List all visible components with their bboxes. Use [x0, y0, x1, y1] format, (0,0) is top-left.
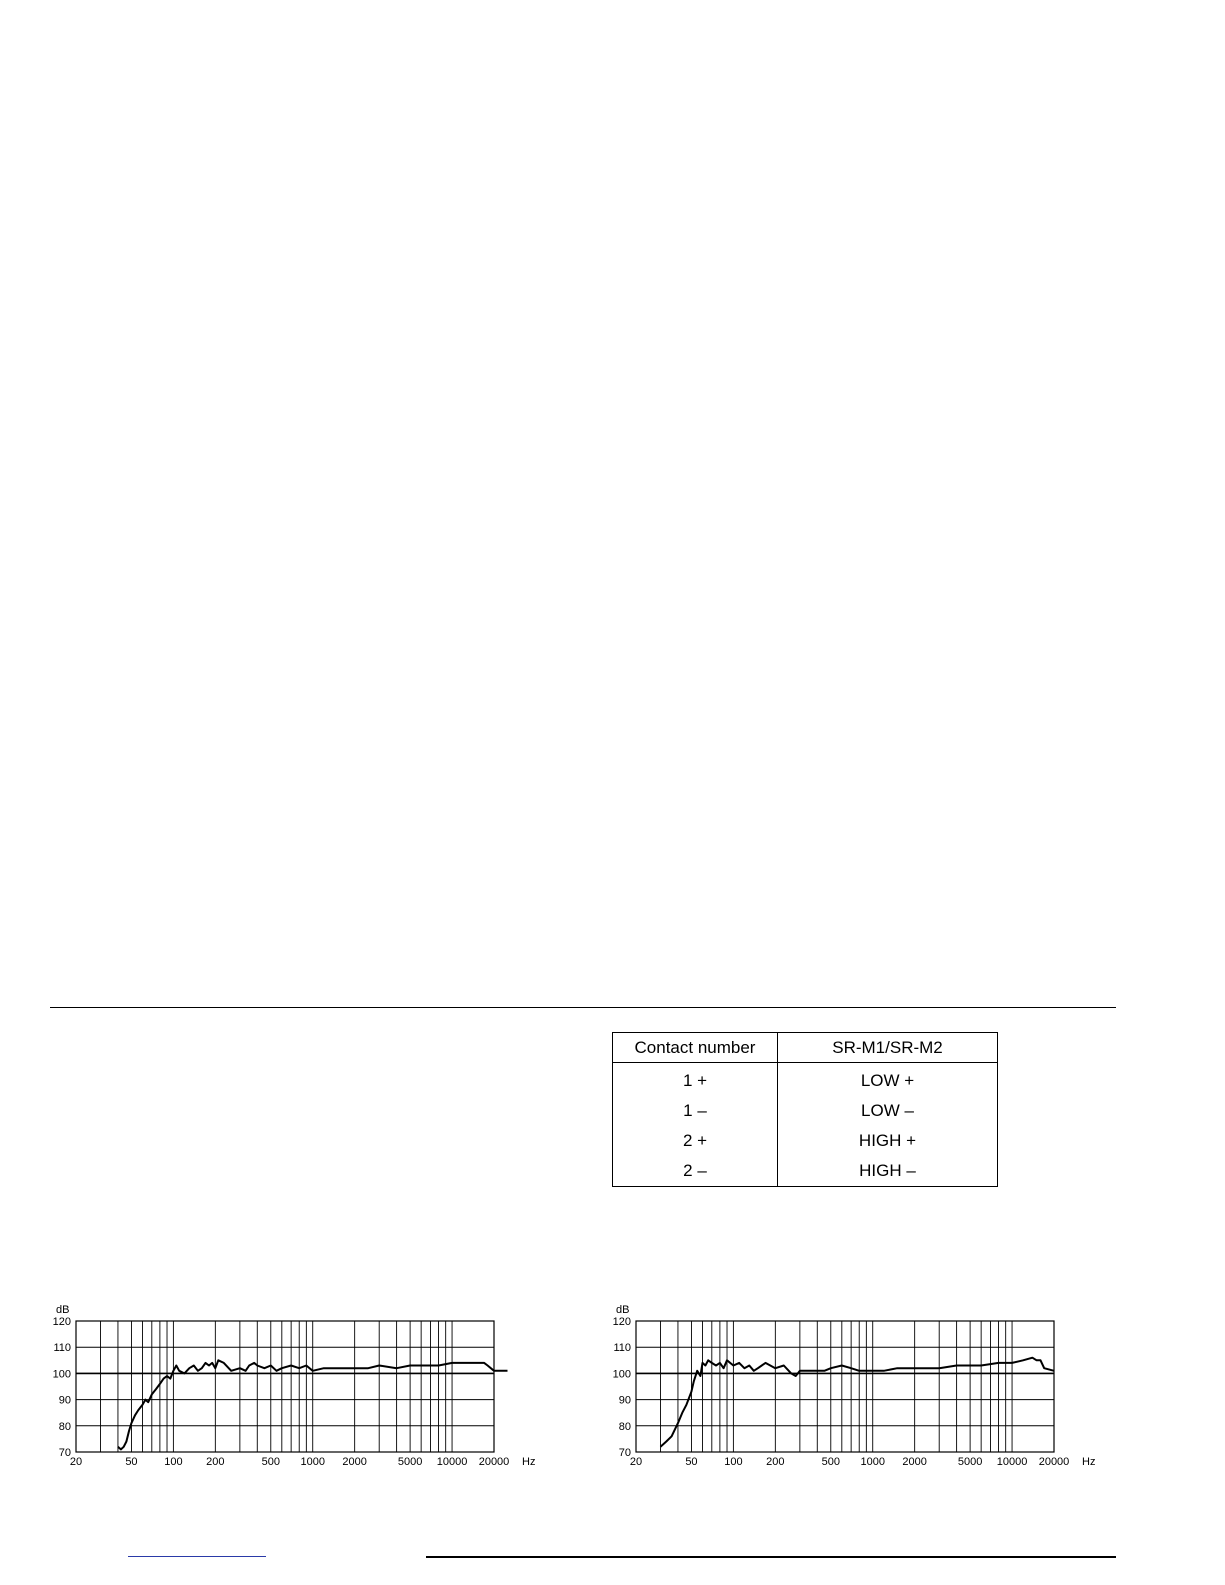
y-tick-label: 70 — [58, 1447, 71, 1459]
table-row — [613, 1063, 998, 1097]
x-tick-label: 20000 — [478, 1456, 510, 1468]
table-header-contact-number: Contact number — [613, 1033, 778, 1063]
signal-cell: HIGH + — [778, 1126, 998, 1156]
y-axis-label: dB — [56, 1304, 70, 1316]
x-tick-label: 500 — [261, 1456, 280, 1468]
x-tick-label: 100 — [164, 1456, 183, 1468]
y-tick-label: 80 — [58, 1420, 71, 1433]
contact-cell: 2 – — [613, 1156, 778, 1187]
contact-cell: 2 + — [613, 1126, 778, 1156]
plot-frame — [636, 1321, 1054, 1452]
contact-number-table — [612, 1032, 998, 1187]
frequency-response-chart-right — [600, 1300, 1100, 1475]
footer-link-underline — [128, 1556, 266, 1557]
x-tick-label: 200 — [766, 1456, 785, 1468]
frequency-response-chart-left — [40, 1300, 540, 1475]
section-divider — [50, 1007, 1116, 1008]
footer-rule — [426, 1556, 1116, 1558]
y-tick-label: 90 — [58, 1394, 71, 1407]
x-tick-label: 500 — [821, 1456, 840, 1468]
x-tick-label: 2000 — [342, 1456, 367, 1468]
y-tick-label: 90 — [618, 1394, 631, 1407]
x-tick-label: 20 — [629, 1456, 643, 1468]
x-tick-label: 50 — [685, 1456, 698, 1468]
y-tick-label: 100 — [612, 1368, 631, 1381]
y-tick-label: 120 — [52, 1316, 71, 1328]
signal-cell: HIGH – — [778, 1156, 998, 1187]
contact-cell: 1 + — [613, 1063, 778, 1097]
x-tick-label: 10000 — [436, 1456, 468, 1468]
x-axis-unit-label: Hz — [1082, 1456, 1096, 1468]
y-tick-label: 120 — [612, 1316, 631, 1328]
x-axis-unit-label: Hz — [522, 1456, 536, 1468]
y-tick-label: 100 — [52, 1368, 71, 1381]
table-header-model: SR-M1/SR-M2 — [778, 1033, 998, 1063]
x-tick-label: 10000 — [996, 1456, 1028, 1468]
x-tick-label: 50 — [125, 1456, 138, 1468]
x-tick-label: 5000 — [397, 1456, 423, 1468]
x-tick-label: 2000 — [902, 1456, 927, 1468]
y-tick-label: 80 — [618, 1420, 631, 1433]
plot-frame — [76, 1321, 494, 1452]
x-tick-label: 200 — [206, 1456, 225, 1468]
signal-cell: LOW + — [778, 1063, 998, 1097]
x-tick-label: 1000 — [860, 1456, 885, 1468]
frequency-response-plot — [600, 1300, 1100, 1475]
table-row — [613, 1096, 998, 1126]
x-tick-label: 1000 — [300, 1456, 325, 1468]
y-tick-label: 70 — [618, 1447, 631, 1459]
y-axis-label: dB — [616, 1304, 630, 1316]
y-tick-label: 110 — [613, 1342, 631, 1355]
x-tick-label: 5000 — [957, 1456, 983, 1468]
signal-cell: LOW – — [778, 1096, 998, 1126]
contact-cell: 1 – — [613, 1096, 778, 1126]
table-row — [613, 1156, 998, 1187]
x-tick-label: 20000 — [1038, 1456, 1070, 1468]
table-row — [613, 1126, 998, 1156]
x-tick-label: 100 — [724, 1456, 743, 1468]
frequency-response-plot — [40, 1300, 540, 1475]
y-tick-label: 110 — [53, 1342, 71, 1355]
x-tick-label: 20 — [69, 1456, 83, 1468]
